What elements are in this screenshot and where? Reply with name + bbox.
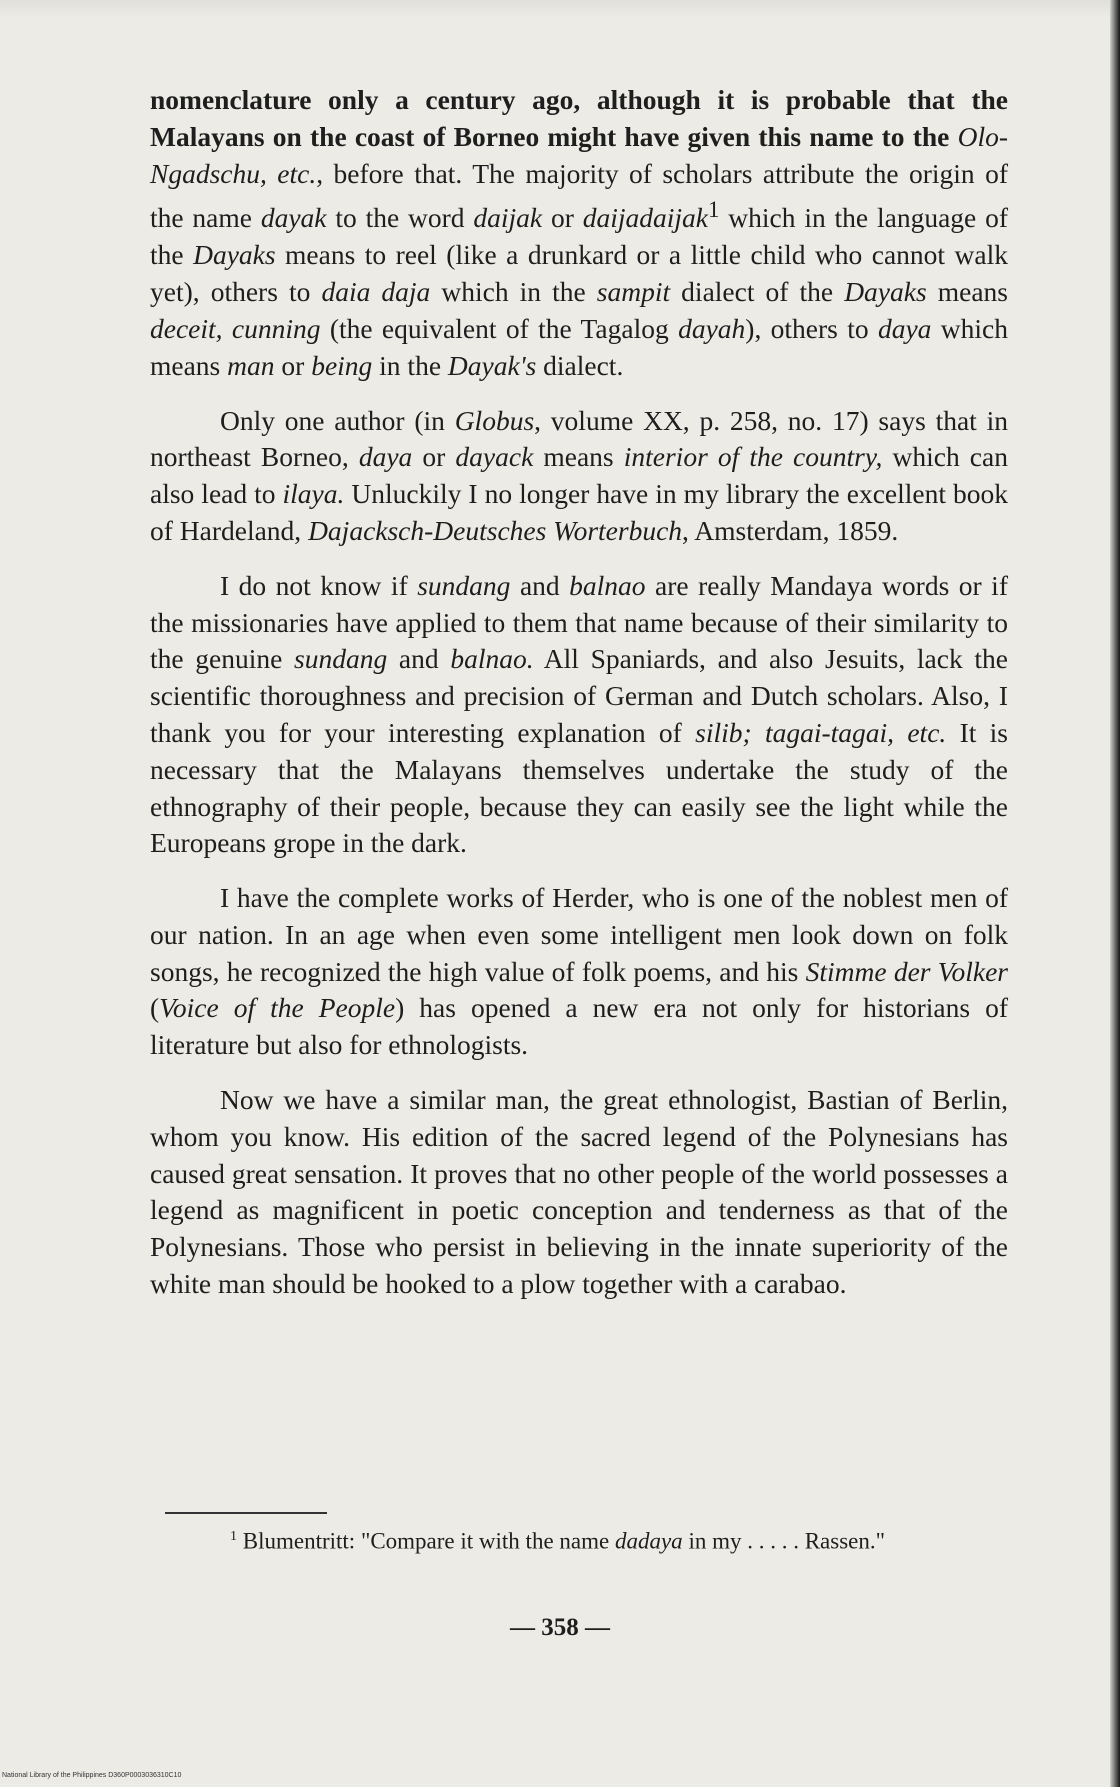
italic-term: daya: [358, 441, 413, 473]
text-run: which can also lead to: [150, 441, 1008, 510]
text-run: which in the: [430, 276, 597, 308]
bold-lead-text: nomenclature only a century ago, although it is probable that the Malayans on the coast of Borneo might have given this name to the: [150, 84, 1008, 152]
italic-term: ilaya.: [282, 478, 345, 510]
text-run: and: [387, 643, 451, 675]
scan-shadow: [0, 0, 1110, 18]
footnote-marker: 1: [230, 1529, 237, 1544]
footnote: [150, 1521, 1008, 1557]
page-edge-shadow: [1110, 0, 1120, 1787]
body-text: [150, 82, 1008, 1321]
text-run: ) has opened a new era not only for historians of literature but also for ethnologists.: [150, 992, 1009, 1061]
italic-term: Dayak's: [447, 349, 537, 381]
text-run: means: [533, 441, 624, 473]
text-run: and: [510, 569, 570, 601]
italic-term: silib; tagai-tagai, etc.: [695, 716, 947, 748]
italic-book-title: Stimme der Volker: [805, 955, 1008, 987]
text-run: to the word: [326, 202, 474, 234]
text-run: in the: [372, 349, 448, 381]
italic-term: Dayaks: [193, 239, 276, 271]
italic-book-title: Dajacksch-Deutsches Worterbuch: [308, 514, 683, 546]
text-run: or: [412, 441, 456, 473]
italic-term: Dayaks: [844, 276, 927, 308]
text-run: I have the complete works of Herder, who is one of the noblest men of our nation. In an age when even some intelligent men look down on folk songs, he recognized the high value of folk poems, and his: [150, 882, 1008, 987]
text-run: , before that. The majority of scholars attribute the origin of the name: [150, 157, 1008, 234]
paragraph-1: [150, 82, 1008, 385]
text-run: , Amsterdam, 1859.: [682, 514, 899, 546]
text-run: dialect.: [536, 349, 624, 381]
page-number: — 358 —: [510, 1614, 610, 1641]
text-run: Unluckily I no longer have in my library the excellent book of Hardeland,: [150, 478, 1008, 546]
footnote-divider: [165, 1512, 327, 1514]
text-run: or: [274, 349, 312, 381]
italic-term: sundang: [294, 643, 388, 675]
text-run: which means: [150, 312, 1008, 381]
text-run: (: [150, 992, 160, 1024]
paragraph-2: [150, 403, 1008, 550]
italic-term: daijadaijak: [582, 202, 708, 234]
text-run: All Spaniards, and also Jesuits, lack the scientific thoroughness and precision of German and Dutch scholars. Also, I thank you for your interesting explanation of: [150, 643, 1008, 748]
italic-term: balnao: [569, 569, 646, 601]
text-run: which in the language of the: [150, 202, 1008, 271]
text-run: It is necessary that the Malayans themselves undertake the study of the ethnography of their people, because they can easily see the light while the Europeans grope in the dark.: [150, 716, 1009, 859]
italic-term: deceit, cunning: [150, 312, 321, 344]
italic-term: dayah: [678, 312, 746, 344]
italic-term: sundang: [417, 569, 511, 601]
italic-term: balnao.: [450, 643, 534, 675]
italic-term: dayack: [455, 441, 534, 473]
scanner-credit: National Library of the Philippines D360P0003036310C10: [2, 1772, 182, 1779]
text-run: or: [542, 202, 583, 234]
text-run: means to reel (like a drunkard or a little child who cannot walk yet), others to: [150, 239, 1008, 308]
italic-term: sampit: [596, 276, 671, 308]
paragraph-3: [150, 568, 1008, 862]
text-run: I do not know if: [220, 569, 418, 601]
text-run: Blumentritt: "Compare it with the name: [242, 1528, 615, 1554]
footnote-reference: 1: [707, 197, 720, 223]
italic-term: Voice of the People: [159, 992, 396, 1024]
paragraph-5: Now we have a similar man, the great ethnologist, Bastian of Berlin, whom you know. His edition of the sacred legend of the Polynesians has caused great sensation. It proves that no other people of the world possesses a legend as magnificent in poetic conception and tenderness as that of the Polynesians. Those who persist in believing in the innate superiority of the white man should be hooked to a plow together with a carabao.: [150, 1084, 1008, 1300]
italic-term: interior of the country,: [623, 441, 883, 473]
text-run: are really Mandaya words or if the missionaries have applied to them that name because of their similarity to the genuine: [150, 569, 1008, 675]
text-run: Only one author (in: [220, 404, 455, 436]
text-run: means: [926, 276, 1008, 308]
italic-term: being: [311, 349, 373, 381]
paragraph-4: [150, 880, 1008, 1064]
italic-term: Globus: [454, 404, 535, 436]
italic-term: dayak: [260, 202, 327, 234]
text-run: dialect of the: [670, 276, 845, 308]
italic-term: daya: [877, 312, 932, 344]
italic-term: dadaya: [614, 1528, 683, 1554]
text-run: (the equivalent of the Tagalog: [320, 312, 679, 344]
text-run: in my . . . . . Rassen.": [682, 1528, 886, 1554]
italic-term: man: [227, 349, 275, 381]
text-run: , volume XX, p. 258, no. 17) says that in northeast Borneo,: [150, 404, 1008, 473]
italic-term: daijak: [473, 202, 543, 234]
italic-term: daia daja: [321, 276, 431, 308]
text-run: ), others to: [745, 312, 878, 344]
italic-term: Olo-Ngadschu, etc.: [150, 120, 1008, 189]
